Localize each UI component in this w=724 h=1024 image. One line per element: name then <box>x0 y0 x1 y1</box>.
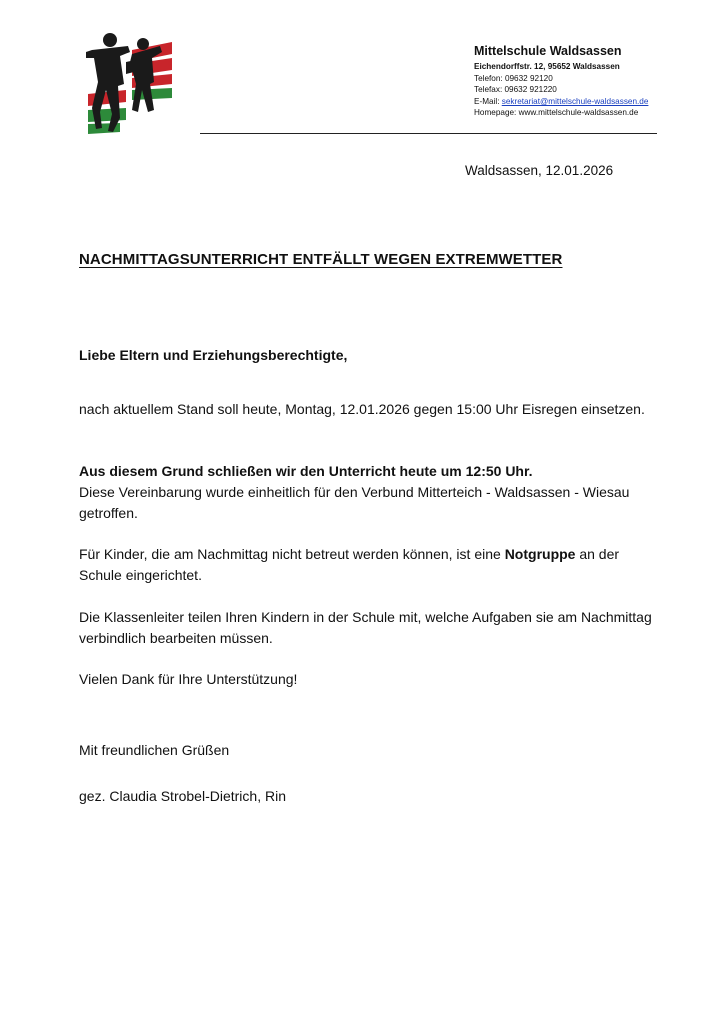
school-homepage: Homepage: www.mittelschule-waldsassen.de <box>474 108 639 118</box>
emergency-text-before: Für Kinder, die am Nachmittag nicht betreut werden können, ist eine <box>79 546 505 562</box>
paragraph-assignments: Die Klassenleiter teilen Ihren Kindern in der Schule mit, welche Aufgaben sie am Nachmittag verbindlich bearbeiten müssen. <box>79 609 652 646</box>
paragraph-thanks: Vielen Dank für Ihre Unterstützung! <box>79 671 298 687</box>
paragraph-closure <box>79 461 659 524</box>
school-address: Eichendorffstr. 12, 95652 Waldsassen <box>474 62 620 71</box>
letterhead <box>474 44 714 119</box>
emergency-group-term: Notgruppe <box>504 546 576 562</box>
email-link[interactable]: sekretariat@mittelschule-waldsassen.de <box>501 96 649 106</box>
school-logo-image <box>80 28 175 138</box>
school-phone: Telefon: 09632 92120 <box>474 73 553 83</box>
emergency-text-after: an der Schule eingerichtet. <box>79 546 620 583</box>
letter-closing: Mit freundlichen Grüßen <box>79 742 230 758</box>
letter-signature: gez. Claudia Strobel-Dietrich, Rin <box>79 788 286 804</box>
paragraph-weather: nach aktuellem Stand soll heute, Montag, 12.01.2026 gegen 15:00 Uhr Eisregen einsetzen. <box>79 401 645 417</box>
closure-agreement: Diese Vereinbarung wurde einheitlich für den Verbund Mitterteich - Waldsassen - Wiesau getroffen. <box>79 484 630 521</box>
email-label: E-Mail: <box>474 96 502 106</box>
closure-announcement: Aus diesem Grund schließen wir den Unterricht heute um 12:50 Uhr. <box>79 463 533 479</box>
paragraph-emergency-group <box>79 544 659 586</box>
letter-greeting: Liebe Eltern und Erziehungsberechtigte, <box>79 347 348 363</box>
school-email-line <box>474 96 714 108</box>
letter-date: Waldsassen, 12.01.2026 <box>465 163 614 178</box>
school-logo <box>80 28 175 138</box>
letter-title: NACHMITTAGSUNTERRICHT ENTFÄLLT WEGEN EXTREMWETTER <box>79 251 563 268</box>
header-divider <box>200 133 657 134</box>
school-fax: Telefax: 09632 921220 <box>474 85 557 95</box>
school-name: Mittelschule Waldsassen <box>474 44 622 58</box>
